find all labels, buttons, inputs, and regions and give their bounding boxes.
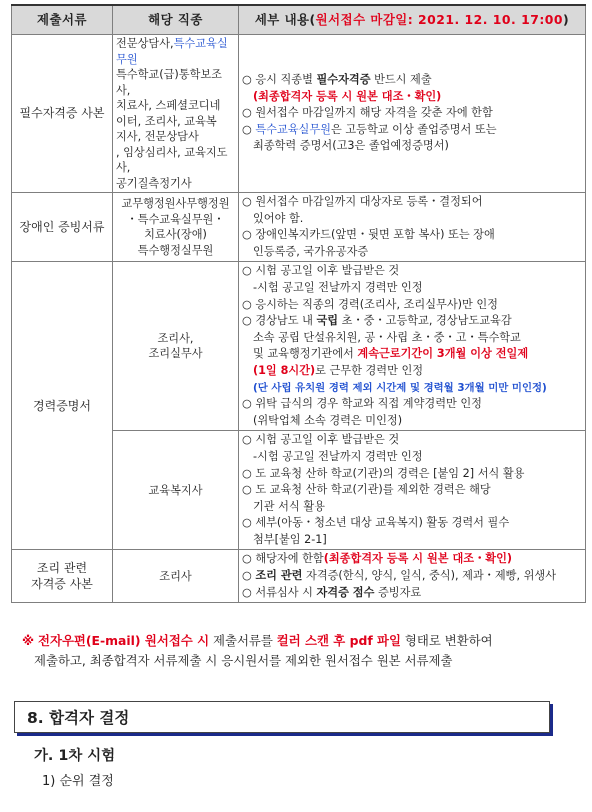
job-line: 교무행정원사무행정원 xyxy=(121,197,230,211)
detail-line xyxy=(242,551,582,568)
job-line: 치료사(장애) xyxy=(144,228,207,242)
detail-line-blue: (단 사립 유치원 경력 제외 시간제 및 경력월 3개월 미만 미인정) xyxy=(253,381,547,394)
doc-cell xyxy=(12,550,113,603)
note-line-2: 제출하고, 최종합격자 서류제출 시 응시원서를 제외한 원서접수 원본 서류제출 xyxy=(34,653,453,668)
detail-line: 첨부[붙임 2-1] xyxy=(253,532,327,546)
detail-text: ○ xyxy=(242,122,256,136)
header-job-type: 해당 직종 xyxy=(113,5,239,35)
detail-red: (1일 8시간) xyxy=(253,363,316,377)
detail-line: 소속 공립 단설유치원, 공・사립 초・중・고・특수학교 xyxy=(253,330,521,344)
submission-note xyxy=(22,631,582,671)
table-row xyxy=(12,193,586,262)
detail-line: 있어야 함. xyxy=(253,211,304,225)
doc-cell: 경력증명서 xyxy=(12,262,113,550)
doc-cell: 필수자격증 사본 xyxy=(12,35,113,193)
detail-line xyxy=(242,363,582,380)
section-title: 8. 합격자 결정 xyxy=(27,709,130,727)
sub-heading: 가. 1차 시험 xyxy=(34,748,116,764)
note-text: 형태로 변환하여 xyxy=(400,633,493,648)
doc-line: 자격증 사본 xyxy=(31,577,93,592)
detail-bold: 국립 xyxy=(316,314,339,328)
detail-line: 기관 서식 활용 xyxy=(253,499,325,513)
detail-cell xyxy=(239,193,586,262)
detail-line: -시험 공고일 전날까지 경력만 인정 xyxy=(253,449,423,463)
detail-bold: 조리 관련 xyxy=(255,569,303,583)
detail-text: ○ 서류심사 시 xyxy=(242,585,317,599)
detail-text: 초・중・고등학교, 경상남도교육감 xyxy=(338,314,512,328)
detail-line: ○ 도 교육청 산하 학교(기관)의 경력은 [붙임 2] 서식 활용 xyxy=(242,466,525,480)
job-line xyxy=(116,36,235,67)
detail-cell xyxy=(239,35,586,193)
detail-line: ○ 세부(아동・청소년 대상 교육복지) 활동 경력서 필수 xyxy=(242,516,510,530)
detail-line: -시험 공고일 전날까지 경력만 인정 xyxy=(253,280,423,294)
detail-line xyxy=(242,72,582,89)
header-details-prefix: 세부 내용( xyxy=(254,11,316,27)
detail-text: 및 교육행정기관에서 xyxy=(253,347,358,361)
job-line: , 임상심리사, 교육지도사, xyxy=(116,145,228,174)
job-line: ・특수교육실무원・ xyxy=(126,212,225,226)
job-line: 지사, 전문상담사 xyxy=(116,130,199,143)
detail-line: ○ 장애인복지카드(앞면・뒷면 포함 복사) 또는 장애 xyxy=(242,228,495,242)
detail-bold: 필수자격증 xyxy=(316,73,371,87)
detail-text: 로 근무한 경력만 인정 xyxy=(315,363,424,377)
job-cell xyxy=(113,35,239,193)
detail-cell xyxy=(239,262,586,431)
detail-text: ○ 해당자에 한함 xyxy=(242,552,324,566)
detail-text: 은 고등학교 이상 졸업증명서 또는 xyxy=(330,122,497,136)
header-deadline: 원서접수 마감일: 2021. 12. 10. 17:00 xyxy=(315,11,564,27)
job-line: 특수학교(급)통학보조사, xyxy=(116,68,222,97)
detail-text: 반드시 제출 xyxy=(370,73,432,87)
detail-text: ○ xyxy=(242,569,256,583)
job-line: 조리사 xyxy=(159,569,192,583)
job-line: 공기질측정기사 xyxy=(116,176,192,190)
detail-line: 최종학력 증명서(고3은 졸업예정증명서) xyxy=(253,139,449,153)
note-text: 제출서류를 xyxy=(209,633,277,648)
job-line: 조리실무사 xyxy=(148,347,203,361)
note-star: ※ xyxy=(22,633,35,648)
detail-line: (위탁업체 소속 경력은 미인정) xyxy=(253,413,403,427)
header-documents: 제출서류 xyxy=(12,5,113,35)
job-line: 이터, 조리사, 교육복 xyxy=(116,114,217,128)
table-header-row xyxy=(12,5,586,35)
section-heading-box xyxy=(14,701,550,733)
doc-cell: 장애인 증빙서류 xyxy=(12,193,113,262)
job-text-blue: 특수교육실무원 xyxy=(116,37,228,66)
detail-line: ○ 원서접수 마감일까지 해당 자격을 갖춘 자에 한함 xyxy=(242,106,493,120)
detail-cell xyxy=(239,550,586,603)
detail-line xyxy=(242,346,582,363)
detail-blue: 특수교육실무원 xyxy=(255,122,331,136)
header-details xyxy=(239,5,586,35)
detail-text: ○ 경상남도 내 xyxy=(242,314,317,328)
detail-line-red: (최종합격자 등록 시 원본 대조・확인) xyxy=(253,89,442,103)
detail-red: 계속근로기간이 3개월 이상 전일제 xyxy=(357,347,529,361)
detail-line: ○ 시험 공고일 이후 발급받은 것 xyxy=(242,264,400,278)
job-cell xyxy=(113,550,239,603)
detail-line: ○ 도 교육청 산하 학교(기관)를 제외한 경력은 해당 xyxy=(242,483,491,497)
detail-text: ○ 응시 직종별 xyxy=(242,73,317,87)
table-row xyxy=(12,35,586,193)
table-row xyxy=(12,550,586,603)
detail-cell xyxy=(239,431,586,550)
detail-bold: 자격증 점수 xyxy=(316,585,375,599)
detail-line: 인등록증, 국가유공자증 xyxy=(253,244,369,258)
detail-text: 자격증(한식, 양식, 일식, 중식), 제과・제빵, 위생사 xyxy=(302,569,557,583)
table-row xyxy=(12,262,586,431)
job-cell xyxy=(113,193,239,262)
job-cell xyxy=(113,262,239,431)
detail-line: ○ 시험 공고일 이후 발급받은 것 xyxy=(242,433,400,447)
job-line: 조리사, xyxy=(157,331,194,345)
detail-line: ○ 위탁 급식의 경우 학교와 직접 계약경력만 인정 xyxy=(242,397,482,411)
doc-line: 조리 관련 xyxy=(36,560,88,575)
job-line: 치료사, 스페셜코디네 xyxy=(116,99,221,112)
sub-item: 1) 순위 결정 xyxy=(42,774,114,789)
job-line: 교육복지사 xyxy=(148,483,203,497)
job-text: 전문상담사, xyxy=(116,37,174,50)
job-cell xyxy=(113,431,239,550)
detail-line xyxy=(242,585,582,602)
job-line: 특수행정실무원 xyxy=(137,243,214,257)
detail-red: (최종합격자 등록 시 원본 대조・확인) xyxy=(323,552,513,566)
detail-line xyxy=(242,568,582,585)
required-documents-table xyxy=(11,4,586,603)
detail-line: ○ 응시하는 직종의 경력(조리사, 조리실무사)만 인정 xyxy=(242,297,498,311)
note-red-pdf: 컬러 스캔 후 pdf 파일 xyxy=(276,633,401,648)
header-details-suffix: ) xyxy=(563,11,570,27)
detail-text: 증빙자료 xyxy=(374,585,422,599)
detail-line: ○ 원서접수 마감일까지 대상자로 등록・결정되어 xyxy=(242,195,483,208)
note-red-email: 전자우편(E-mail) 원서접수 시 xyxy=(38,633,210,648)
detail-line xyxy=(242,122,582,139)
detail-line xyxy=(242,313,582,330)
